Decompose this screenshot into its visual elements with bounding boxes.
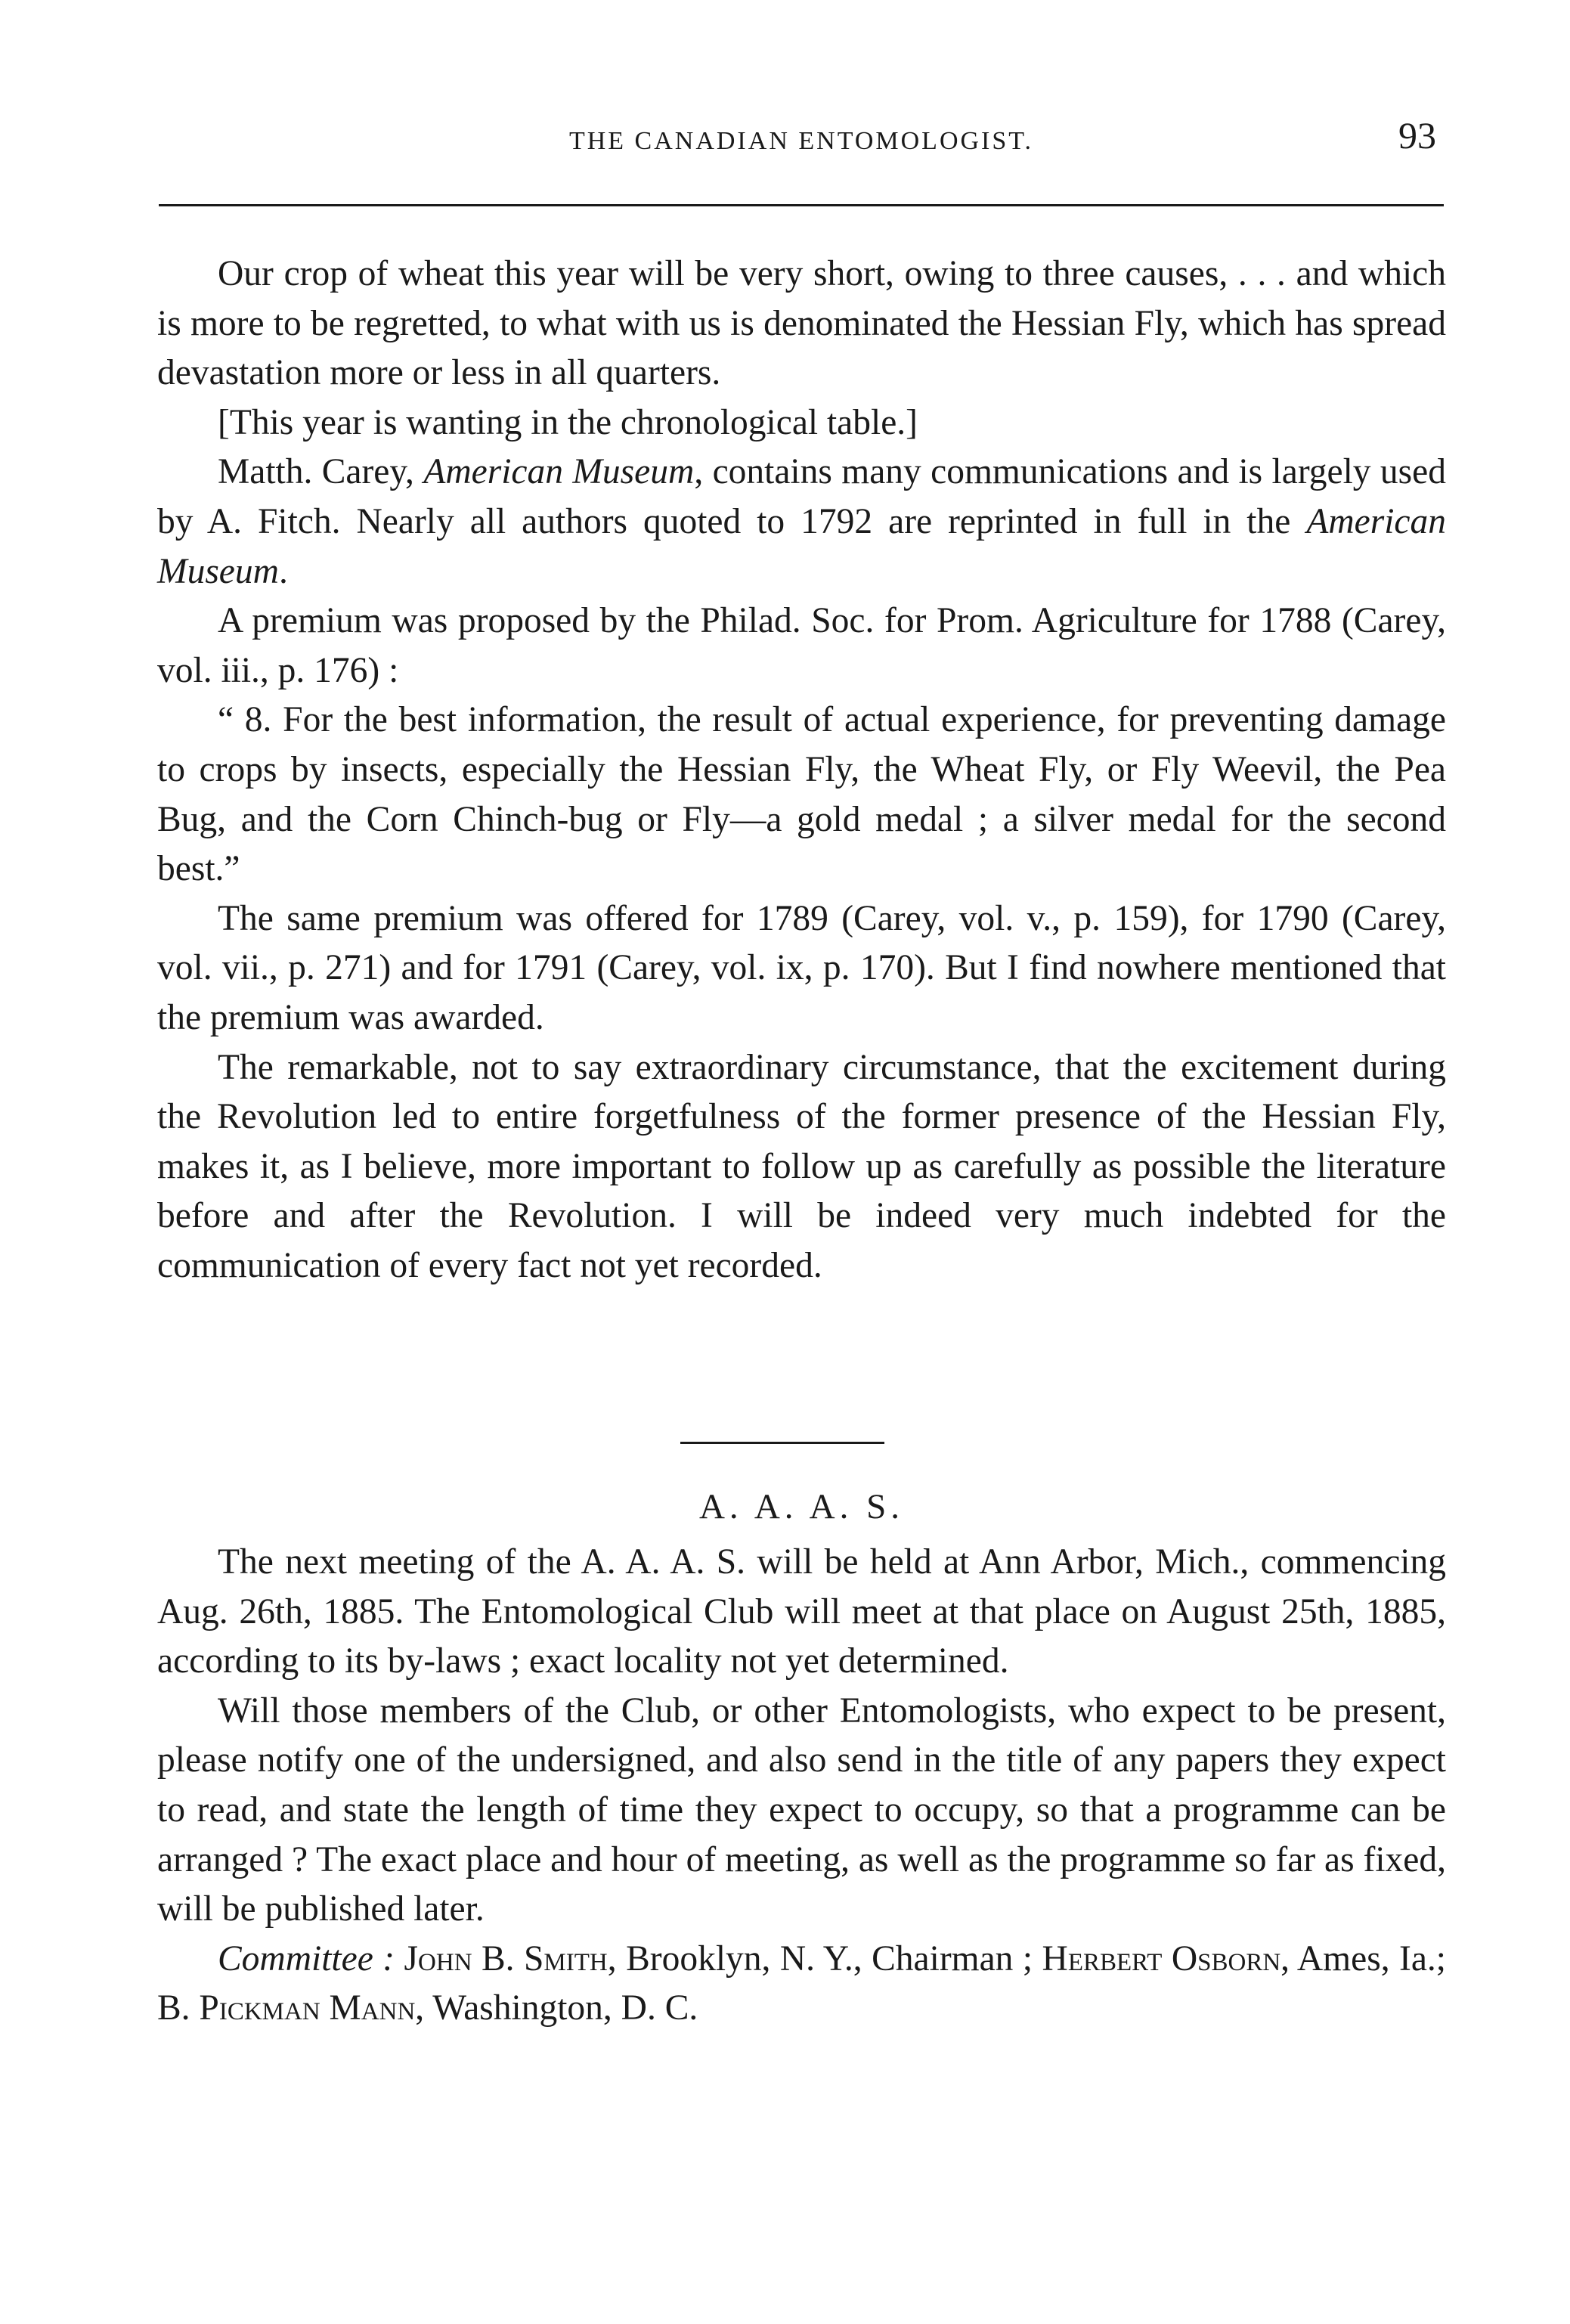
header-rule xyxy=(159,204,1444,206)
committee-member-details: , Brooklyn, N. Y., Chairman ; xyxy=(607,1938,1042,1978)
paragraph-chronological-note: [This year is wanting in the chronological table.] xyxy=(218,402,918,442)
paragraph-notify: Will those members of the Club, or other Entomologists, who expect to be present, please notify one of the undersigned, and also send in the title of any papers they expect to read, and state the length of time they expect to occupy, so that a programme can be arranged ? The exact place and hour of meeting, as well as the programme so far as fixed, will be published later. xyxy=(157,1690,1446,1929)
paragraph-carey-museum xyxy=(157,448,1446,596)
paragraph-meeting: The next meeting of the A. A. A. S. will be held at Ann Arbor, Mich., commencing Aug. 26th, 1885. The Entomological Club will meet at that place on August 25th, 1885, according to its by-laws ; exact locality not yet determined. xyxy=(157,1542,1446,1681)
committee-member-name: Herbert Osborn xyxy=(1042,1938,1281,1978)
section-heading-aaas: A. A. A. S. xyxy=(698,1487,905,1526)
page-header xyxy=(159,114,1444,165)
paragraph-premium-offered: The same premium was offered for 1789 (Carey, vol. v., p. 159), for 1790 (Carey, vol. vii., p. 271) and for 1791 (Carey, vol. ix, p. 170). But I find nowhere mentioned that the premium was awarded. xyxy=(157,898,1446,1037)
committee-line xyxy=(157,1935,1446,2034)
publication-title: American Museum xyxy=(423,452,695,492)
paragraph-wheat-crop: Our crop of wheat this year will be very short, owing to three causes, . . . and which is more to be regretted, to what with us is denominated the Hessian Fly, which has spread devastation more or less in all quarters. xyxy=(157,254,1446,393)
committee-member-details: , Ames, Ia.; xyxy=(1280,1938,1447,1978)
committee-member-name: B. Pickman Mann xyxy=(157,1988,416,2028)
paragraph-revolution: The remarkable, not to say extraordinary circumstance, that the excitement during the Revolution led to entire forgetfulness of the former presence of the Hessian Fly, makes it, as I believe, more important to follow up as carefully as possible the literature before and after the Revolution. I will be indeed very much indebted for the communication of every fact not yet recorded. xyxy=(157,1047,1446,1285)
committee-member-details: , Washington, D. C. xyxy=(415,1988,698,2028)
aaas-section xyxy=(157,1538,1446,2034)
text-span: Matth. Carey, xyxy=(218,452,424,492)
paragraph-premium-proposed: A premium was proposed by the Philad. Soc. for Prom. Agriculture for 1788 (Carey, vol. iii., p. 176) : xyxy=(157,601,1446,690)
text-span: . xyxy=(278,551,288,591)
text-span: , contains many communications and is largely used by A. Fitch. Nearly all authors quoted to 1792 are reprinted in full in the xyxy=(157,452,1447,541)
committee-member-name: John B. Smith xyxy=(404,1938,608,1978)
publication-title: American Museum xyxy=(157,501,1446,591)
running-title: THE CANADIAN ENTOMOLOGIST. xyxy=(568,127,1034,155)
committee-label: Committee : xyxy=(218,1938,395,1978)
hessian-fly-section xyxy=(157,249,1446,1291)
section-divider xyxy=(680,1442,884,1444)
paragraph-premium-quote: “ 8. For the best information, the result of actual experience, for preventing damage to crops by insects, especially the Hessian Fly, the Wheat Fly, or Fly Weevil, the Pea Bug, and the Corn Chinch-bug or Fly—a gold medal ; a silver medal for the second best.” xyxy=(157,700,1446,889)
page-number: 93 xyxy=(1398,114,1436,156)
